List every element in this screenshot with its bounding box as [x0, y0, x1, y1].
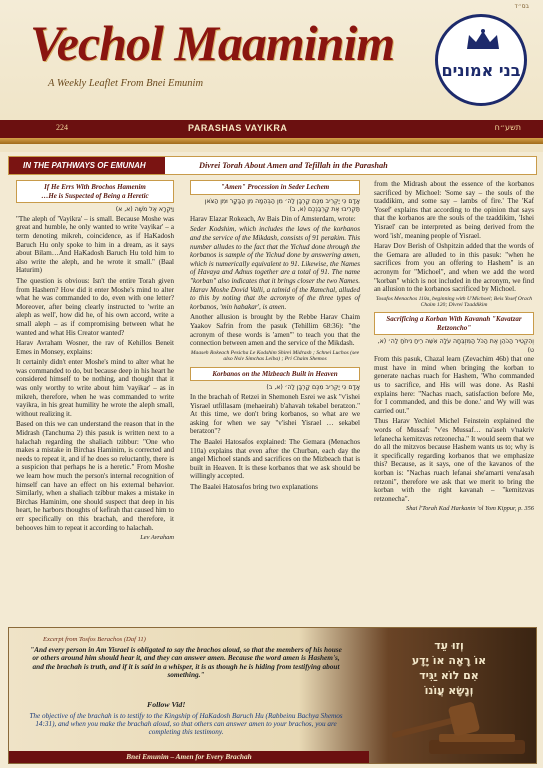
pathways-bar — [8, 156, 537, 175]
parsha-title: PARASHAS VAYIKRA — [188, 123, 288, 133]
crown-icon — [465, 29, 501, 51]
banner-source: Excerpt from Tosfos Berachos (Daf 11) — [43, 636, 146, 643]
hebrew-top-mark: בס״ד — [514, 3, 529, 10]
article-title-kavanah: Sacrificing a Korban With Kavanah "Kavatzar Retzoncho" — [374, 312, 534, 335]
column-3 — [374, 180, 534, 514]
masthead-title: Vechol Maaminim — [30, 15, 395, 71]
paragraph: The Baalei Hatosafos bring two explanations — [190, 483, 318, 491]
paragraph: Another allusion is brought by the Rebbe Harav Chaim Yaakov Safrin from the pasuk (Tehillim 68:36): "the acronym of these words is 'amen'" to teach you that the connection between amen and the service of the Mikdash. — [190, 313, 360, 348]
logo-text: בני אמונים — [441, 61, 521, 80]
bnei-emunim-logo — [435, 14, 527, 106]
article-title-mizbeach: Korbanos on the Mizbeach Built in Heaven — [190, 367, 360, 382]
paragraph: The question is obvious: Isn't the entire Torah given from Hashem? How did it enter Moshe's mind to alter what he was commanded to do, even with one letter? Moreover, after being clearly instructed to 'write an aleph as well', how did he, of his own accord, write a small aleph – as if compromising between what he wanted and what His Creator wanted? — [16, 276, 174, 337]
source-note: Maaseh Rokeach Pesicha Le Kodshim Shirei Midrash ; Schnei Luchos (see also Nsiv Simchas Leiba) ; Pri Chaim Shemos — [190, 349, 360, 363]
gold-divider — [0, 138, 543, 144]
gavel-icon — [369, 688, 529, 760]
paragraph: Thus Harav Yechiel Michel Feinstein explained the words of Mussaf: "v'es Mussaf… na'aseh v'nakriv lefanecha kemitzvas retzonecha." It would seem that we do all the mitzvos because Hashem wants us to; why is it specifically regarding korbanos that we emphasize this? Because, as it says, one of the kavanos of the korban is: "Nachas ruach lefanai she'amarti vena'asah retzoni", therefore we ask that we merit to bring the korban with the right kavanah – "kemitzvas retzonecha". — [374, 417, 534, 503]
hebrew-year: תשע״ח — [494, 123, 521, 132]
paragraph: Based on this we can understand the reason that in the Midrash (Tanchuma 2) this pasuk is written next to a halachah regarding the shaliach tzibbur: "One who makes a mistake in Birchas Haminim, is corrected and needs to repeat it, and if he does so reluctantly, there is a suspicion that perhaps he is a heretic." From Moshe we learn how much the person's internal recognition of himself can have an effect on his external behavior. Similarly, when a shaliach tzibbur makes a mistake in Birchas Haminim, one should suspect that deep in his heart, he harbors thoughts of kefirah that caused him to err specifically on this brachah, and therefore, it behooves him to repeat it according to halachah. — [16, 420, 174, 532]
paragraph: It certainly didn't enter Moshe's mind to alter what he was commanded to do, but because deep in his heart he considered himself to be nothing, and thought that it was only worthy to write about him 'vayikar' – as in mikreh, therefore, when he was commanded to write vayikra, in his great humility he wrote the aleph small, without realizing it. — [16, 358, 174, 418]
source-signature: Lev Avraham — [140, 534, 174, 542]
column-1 — [16, 180, 174, 543]
issue-number: 224 — [56, 123, 68, 132]
hebrew-verse-block: וְזוּ עֵד אוֹ רָאָה אוֹ יָדָע אִם לוֹא יַגִּיד וְנָשָׂא עֲוֹנוֹ — [411, 639, 487, 697]
banner-footer: Bnei Emunim – Amen for Every Brachah — [9, 751, 369, 763]
banner-objective: The objective of the brachah is to testify to the Kingship of HaKadosh Baruch Hu (Rabbeinu Bachya Shemos 14:31), and when you make the brachah aloud, so that others can answer amen to your brachos, you are completing this testimony. — [29, 712, 343, 737]
paragraph: In the brachah of Retzei in Shemoneh Esrei we ask "v'ishei Yisrael utfillasam (mehaeirah) b'ahavah tekabel beratzon." At this time, we don't bring korbanos, so what are we asking for when we say "v'ishei Yisrael … sekabel beratzon"? — [190, 393, 360, 436]
hebrew-verse: אָדָם כִּי יַקְרִיב מִכֶּם קָרְבָּן לַה׳ (א, ב) — [266, 384, 360, 392]
paragraph: The Baalei Hatosafos explained: The Gemara (Menachos 110a) explains that even after the Churban, each day the angel Michoel stands and sacrifices on the Mizbeach that is built in Heaven. It is these korbanos that we ask should be willingly accepted. — [190, 438, 360, 481]
banner-follow: Follow Vid! — [147, 700, 186, 709]
paragraph: Seder Kodshim, which includes the laws of the korbanos and the service of the Mikdash, consists of 91 perakim. This number alludes to the fact that the Yichud done through the korbanos is sample of the Yichud done by answering amen, which is numerically equivalent to 91. Likewise, the Names of Havaya and Adnus together are a total of 91. The name "korban" also indicates that it brings closer the two Names. Harav Moshe Dovid Valli, a talmid of the Ramchal, alluded to this by noting that the acronym of the three types of korbanos, 'min habakar', is amen. — [190, 225, 360, 311]
source-note: Tosafos Menachos 110a, beginning with U'Michoel; Beis Yosef Orach Chaim 120; Divrei Tzaddikim — [375, 295, 533, 309]
bottom-banner — [8, 627, 537, 764]
source-signature: Shai l'Torah Kad Harkanin 'ol Yom Kippur, p. 356 — [406, 505, 534, 513]
paragraph: From this pasuk, Chazal learn (Zevachim 46b) that one must have in mind when bringing the korban to generate nachas ruach for Hashem, 'Who commanded us to sacrifice, and His will was done. As Rashi explains here: "Nachas ruach, satisfaction before Me, for I commanded, and this be done.' and Wy will was carried out." — [374, 355, 534, 415]
column-2 — [190, 180, 360, 494]
article-title-amen: "Amen" Procession in Seder Lechem — [190, 180, 360, 195]
paragraph: from the Midrash about the essence of the korbanos sacrificed by Michoel: 'Some say – the souls of the tzaddikim, and some say – lambs of fire.' The 'Kaf Yosef' explains that according to the opinion that says that the korbanos are the souls of the tzaddikim, 'Ishei Yisrael' can be interpreted as being derived from the word 'ish', meaning people of Yisrael. — [374, 180, 534, 240]
paragraph: Harav Avraham Wosner, the rav of Kehillos Beneit Emes in Monsey, explains: — [16, 339, 174, 356]
pathways-label: IN THE PATHWAYS OF EMUNAH — [9, 157, 165, 174]
masthead-tagline: A Weekly Leaflet From Bnei Emunim — [48, 78, 204, 89]
banner-quote: "And every person in Am Yisrael is obligated to say the brachos aloud, so that the members of his house or others around him should hear it, and they can answer amen. Because the word amen is Hashem's, and the brachah is truth, and if it is said in a whisper, it is as though he is hiding from testifying about something." — [30, 645, 342, 680]
paragraph: Harav Dov Berish of Oshpitzin added that the words of the Gemara are alluded to in this pasuk: "when he sacrifices from you an offering to Hashem" is an acronym for "Michoel", and when we add the word "korban" which is not included in the acronym, we find an allusion to the korbanos sacrificed by Michoel. — [374, 242, 534, 294]
issue-band — [0, 120, 543, 138]
paragraph: Harav Elazar Rokeach, Av Bais Din of Amsterdam, wrote: — [190, 214, 356, 223]
hebrew-verse: אָדָם כִּי יַקְרִיב מִכֶּם קָרְבָּן לַה׳ מִן הַבְּהֵמָה מִן הַבָּקָר וּמִן הַצֹּאן תַּקְרִיבוּ אֶת קָרְבַּנְכֶם (א, ב) — [204, 197, 360, 214]
pathways-subtitle: Divrei Torah About Amen and Tefillah in the Parashah — [199, 161, 388, 170]
article-title-heretic: If He Errs With Brochos Hamenim …He is Suspected of Being a Heretic — [16, 180, 174, 203]
paragraph: "The aleph of 'Vayikra' – is small. Because Moshe was great and humble, he only wanted to write 'vayikar' – a term denoting mikreh, coincidence, as if HaKadosh Baruch Hu only spoke to him in a dream, as it says about Bilam…And HaKadosh Baruch Hu told him to also write the aleph, and he wrote it small." (Baal Haturim) — [16, 214, 174, 275]
hebrew-verse: וְהִקְטִיר הַכֹּהֵן אֶת הַכֹּל הַמִּזְבֵּחָה עֹלָה אִשֵּׁה רֵיחַ נִיחֹחַ לַה׳ (א, ט) — [377, 338, 534, 354]
hebrew-verse: וַיִּקְרָא אֶל מֹשֶׁה (א, א) — [115, 206, 174, 214]
